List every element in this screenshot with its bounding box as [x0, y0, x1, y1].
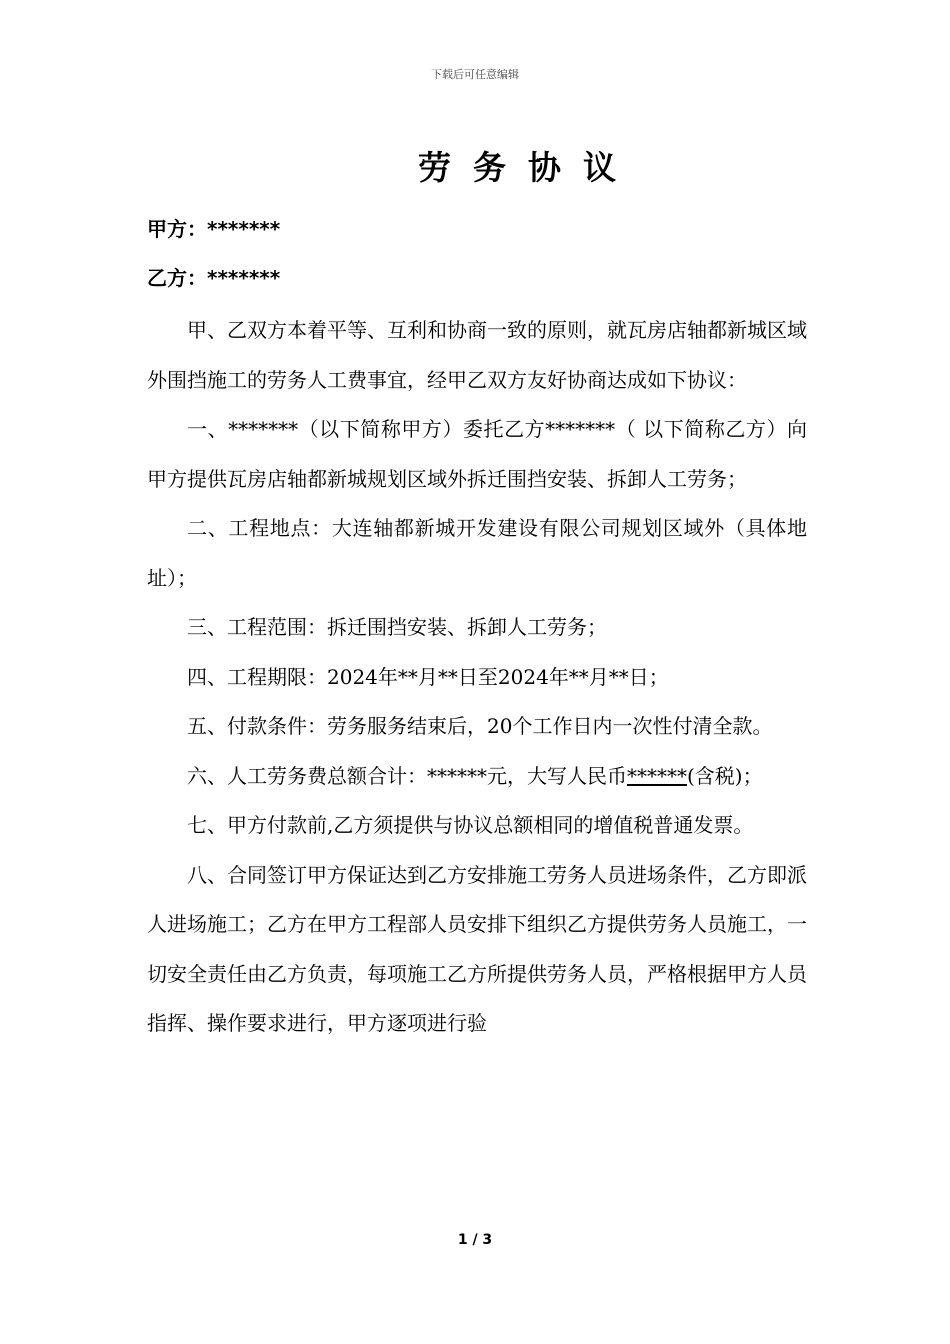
paragraph-2: 二、工程地点：大连轴都新城开发建设有限公司规划区域外（具体地址）； — [147, 516, 807, 590]
paragraph-7: 七、甲方付款前,乙方须提供与协议总额相同的增值税普通发票。 — [187, 813, 754, 837]
page-number: 1 / 3 — [457, 1232, 493, 1248]
paragraph-6-suffix: (含税)； — [687, 763, 763, 788]
paragraph-intro: 甲、乙双方本着平等、互利和协商一致的原则，就瓦房店轴都新城区域外围挡施工的劳务人工费事宜，经甲乙双方友好协商达成如下协议： — [147, 318, 807, 392]
paragraph-3: 三、工程范围：拆迁围挡安装、拆卸人工劳务； — [187, 615, 607, 639]
paragraph-4: 四、工程期限：2024年**月**日至2024年**月**日； — [187, 664, 669, 689]
document-title: 劳务协议 — [418, 148, 638, 187]
party-a: 甲方：******* — [147, 217, 281, 241]
party-b: 乙方：******* — [147, 266, 281, 290]
header-note: 下载后可任意编辑 — [431, 68, 519, 81]
paragraph-6-prefix: 六、人工劳务费总额合计：******元，大写人民币 — [187, 763, 627, 788]
amount-blank: ****** — [627, 763, 687, 788]
paragraph-6 — [147, 752, 807, 802]
paragraph-8: 八、合同签订甲方保证达到乙方安排施工劳务人员进场条件，乙方即派人进场施工；乙方在甲方工程部人员安排下组织乙方提供劳务人员施工，一切安全责任由乙方负责，每项施工乙方所提供劳务人员，严格根据甲方人员指挥、操作要求进行，甲方逐项进行验 — [147, 862, 807, 1035]
paragraph-5: 五、付款条件：劳务服务结束后，20个工作日内一次性付清全款。 — [187, 714, 773, 738]
paragraph-1: 一、*******（以下简称甲方）委托乙方*******（ 以下简称乙方）向甲方提供瓦房店轴都新城规划区域外拆迁围挡安装、拆卸人工劳务； — [147, 417, 807, 491]
agreement-body — [147, 306, 807, 1049]
